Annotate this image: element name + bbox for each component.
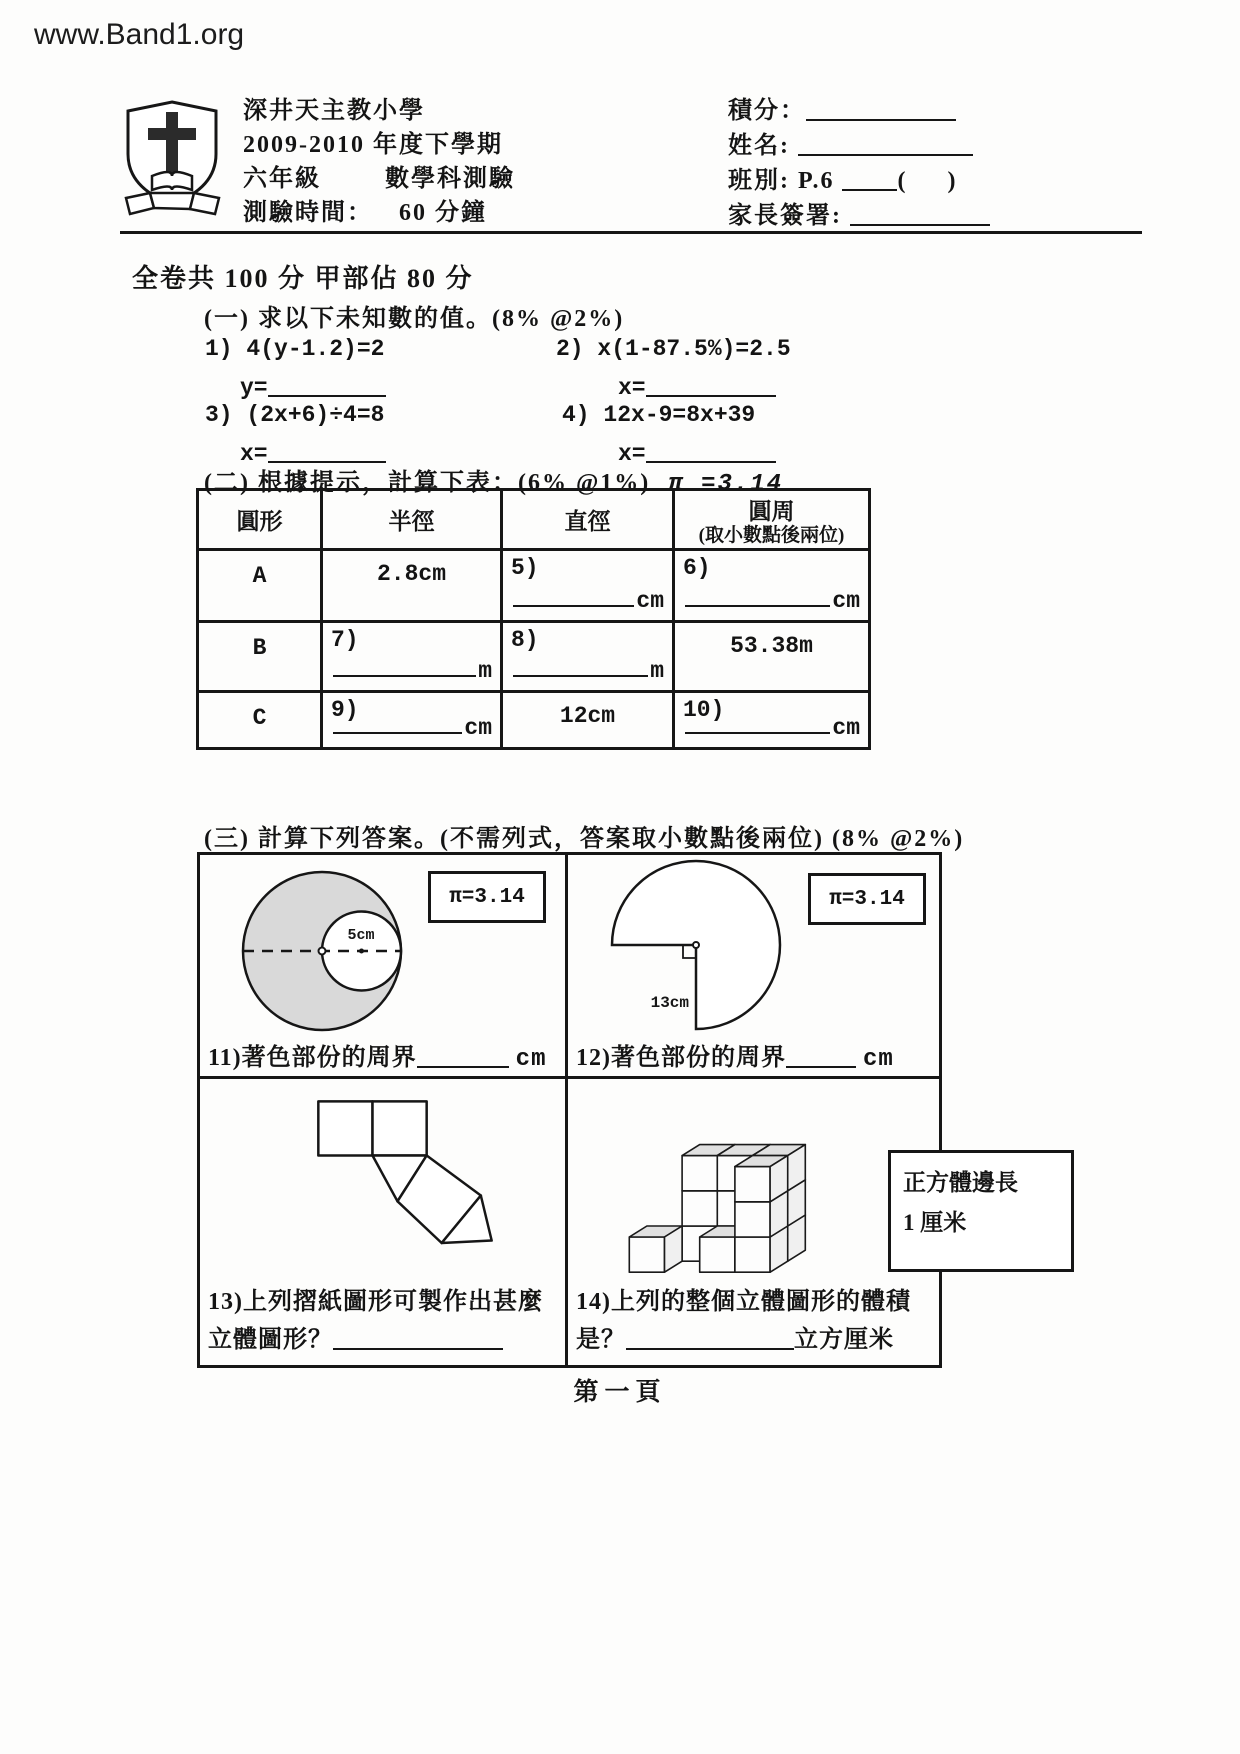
cube-edge-note: [888, 1150, 1074, 1272]
school-name: 深井天主教小學: [243, 98, 425, 124]
q3-answer-label: x=: [240, 441, 268, 467]
crest-cross-vertical: [166, 112, 178, 174]
parent-sign-line: [728, 199, 990, 234]
q1-answer-label: y=: [240, 375, 268, 401]
table-row-b-diameter: 8) m: [503, 623, 675, 693]
q2-answer-label: x=: [618, 375, 646, 401]
parent-sign-label: 家長簽署:: [728, 203, 842, 229]
name-line: [728, 129, 990, 164]
table-row-a-diameter: 5) cm: [503, 551, 675, 623]
question-12-text: 12)著色部份的周界 cm: [576, 1037, 894, 1073]
section2-title-text: (二) 根據提示，計算下表：(6% @1%): [204, 470, 651, 496]
net-square-2: [373, 1101, 427, 1155]
section1-title: (一) 求以下未知數的值。(8% @2%): [204, 306, 625, 332]
crest-cross-horizontal: [148, 128, 196, 140]
subject-label: 數學科測驗: [385, 166, 515, 192]
q7-answer-blank: [333, 652, 476, 677]
student-info: [728, 94, 990, 234]
crest-ribbon-center: [150, 193, 194, 209]
q3-equation: 3) (2x+6)÷4=8: [205, 402, 385, 428]
cube-edge-note-line1: 正方體邊長: [903, 1170, 1018, 1195]
q12-answer-blank: [786, 1042, 856, 1068]
question-14-text-line2: 是？ 立方厘米: [576, 1319, 894, 1354]
col-header-radius: 半徑: [323, 491, 503, 551]
total-marks-note: 全卷共 100 分 甲部佔 80 分: [132, 264, 474, 293]
circle-table: [196, 488, 871, 750]
pi-value-box: π=3.14: [808, 873, 926, 925]
question-grid: [197, 852, 942, 1368]
q14-answer-blank: [626, 1324, 794, 1350]
question-14-cell: [568, 1079, 939, 1365]
table-row-c-radius: 9) cm: [323, 693, 503, 747]
table-row-c-circumference: 10) cm: [683, 697, 860, 741]
cube-stack-figure: [613, 1083, 848, 1281]
school-header: [243, 94, 515, 230]
pi-note: π =3.14: [668, 471, 784, 498]
grade-label: 六年級: [243, 166, 321, 192]
net-square-1: [318, 1101, 372, 1155]
school-crest: [120, 98, 225, 220]
class-line: [728, 164, 990, 199]
parent-sign-blank: [850, 200, 990, 226]
col-header-circumference-note: (取小數點後兩位): [698, 525, 845, 546]
score-blank: [806, 95, 956, 121]
name-label: 姓名:: [728, 133, 790, 159]
q13-answer-blank: [333, 1324, 503, 1350]
radius-label: 13cm: [650, 994, 689, 1012]
col-header-diameter: 直徑: [503, 491, 675, 551]
question-13-cell: [200, 1079, 568, 1365]
question-14-text-line1: 14)上列的整個立體圖形的體積: [576, 1289, 911, 1315]
inner-circle-center-mark: [359, 949, 364, 954]
section3-title: (三) 計算下列答案。(不需列式，答案取小數點後兩位) (8% @2%): [204, 826, 965, 852]
page-footer: 第一頁: [573, 1379, 667, 1406]
question-12-cell: [568, 855, 939, 1079]
q9-answer-blank: [333, 709, 462, 734]
q1-answer-blank: [268, 372, 386, 397]
table-row-b-shape: B: [199, 623, 323, 693]
test-time-line: [243, 196, 515, 230]
inner-circle-radius-label: 5cm: [347, 927, 375, 944]
table-row-a-shape: A: [199, 551, 323, 623]
q5-answer-blank: [513, 582, 634, 607]
table-row-c-shape: C: [199, 693, 323, 747]
question-11-cell: [200, 855, 568, 1079]
score-line: [728, 94, 990, 129]
q3-answer-blank: [268, 438, 386, 463]
question-13-text-line2: 立體圖形？: [208, 1319, 503, 1354]
score-label: 積分：: [728, 98, 806, 124]
class-value: P.6: [798, 168, 835, 194]
q4-equation: 4) 12x-9=8x+39: [562, 402, 756, 428]
table-row-a-circumference: 6) cm: [675, 551, 868, 623]
q1-equation: 1) 4(y-1.2)=2: [205, 336, 385, 362]
test-time-value: 60 分鐘: [399, 200, 487, 226]
circle-center-mark: [693, 942, 699, 948]
cube-edge-note-line2: 1 厘米: [903, 1210, 967, 1235]
col-header-shape: 圓形: [199, 491, 323, 551]
class-label: 班別:: [728, 168, 790, 194]
q1-answer-line: [240, 372, 386, 401]
header-divider: [120, 231, 1142, 234]
outer-circle-center-mark: [319, 948, 326, 955]
question-13-text-line1: 13)上列摺紙圖形可製作出甚麼: [208, 1289, 543, 1315]
q2-answer-line: [618, 372, 776, 401]
crest-ribbon-right: [190, 193, 219, 214]
test-time-label: 測驗時間：: [243, 200, 373, 226]
q8-answer-blank: [513, 652, 648, 677]
prism-net-figure: [260, 1093, 510, 1268]
table-row-b-circumference: 53.38m: [675, 623, 868, 693]
question-11-text: 11)著色部份的周界 cm: [208, 1037, 546, 1073]
pi-value-box: π=3.14: [428, 871, 546, 923]
watermark: www.Band1.org: [34, 18, 245, 51]
q2-equation: 2) x(1-87.5%)=2.5: [556, 336, 791, 362]
q2-answer-blank: [646, 372, 776, 397]
crest-open-book: [152, 172, 192, 190]
col-header-circumference: 圓周 (取小數點後兩位): [675, 491, 868, 551]
q4-answer-label: x=: [618, 441, 646, 467]
class-blank: [842, 165, 897, 191]
q6-answer-blank: [685, 582, 830, 607]
q4-answer-blank: [646, 438, 776, 463]
grade-subject-line: [243, 162, 515, 196]
table-row-c-diameter: 12cm: [503, 693, 675, 747]
table-row-a-radius: 2.8cm: [323, 551, 503, 623]
school-term: 2009-2010 年度下學期: [243, 132, 503, 158]
class-paren: ( ): [897, 168, 958, 194]
unit-cubes: [629, 1145, 805, 1273]
name-blank: [798, 130, 973, 156]
q11-answer-blank: [417, 1042, 509, 1068]
table-row-b-radius: 7) m: [323, 623, 503, 693]
q10-answer-blank: [685, 709, 830, 734]
